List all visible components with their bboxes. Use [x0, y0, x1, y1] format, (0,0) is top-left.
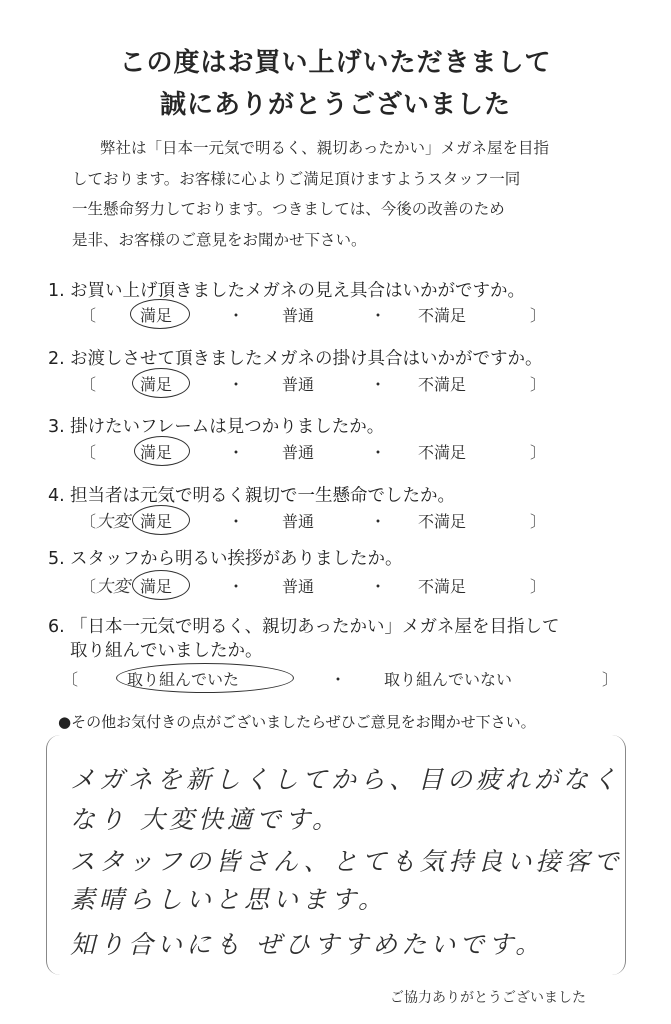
comment-line-2: なり 大変快適です。 — [70, 805, 341, 834]
selection-circle — [132, 505, 190, 535]
intro-paragraph — [72, 133, 632, 255]
selection-circle — [134, 436, 190, 466]
separator-dot: ・ — [228, 577, 245, 596]
option-satisfied[interactable]: 満足 — [140, 512, 173, 531]
title-line-1: この度はお買い上げいただきまして — [119, 48, 552, 78]
handwritten-prefix: 大変 — [96, 512, 130, 532]
question-number: 5. — [48, 549, 65, 569]
option-unsatisfied[interactable]: 不満足 — [418, 443, 467, 462]
options-row-3 — [0, 440, 671, 464]
bracket-close: 〕 — [530, 577, 547, 596]
question-2 — [48, 345, 543, 370]
question-6-line-2: 取り組んでいましたか。 — [70, 641, 263, 661]
option-normal[interactable]: 普通 — [282, 375, 315, 394]
bracket-open: 〔 — [80, 577, 97, 596]
option-unsatisfied[interactable]: 不満足 — [418, 577, 467, 596]
title-line-2: 誠にありがとうございました — [159, 90, 511, 120]
option-not-working[interactable]: 取り組んでいない — [384, 670, 513, 689]
option-working[interactable]: 取り組んでいた — [127, 670, 240, 689]
options-row-5 — [0, 574, 671, 598]
separator-dot: ・ — [370, 375, 387, 394]
separator-dot: ・ — [228, 306, 245, 325]
separator-dot: ・ — [228, 375, 245, 394]
question-number: 2. — [48, 349, 65, 369]
question-4 — [48, 482, 455, 507]
separator-dot: ・ — [330, 670, 347, 689]
question-5 — [48, 545, 403, 570]
bracket-close: 〕 — [530, 512, 547, 531]
comment-line-3: スタッフの皆さん、とても気持良い接客で — [70, 847, 623, 876]
selection-circle — [130, 299, 190, 329]
question-number: 6. — [48, 617, 65, 637]
footer-thanks: ご協力ありがとうございました — [390, 990, 586, 1006]
question-text-line-1: 「日本一元気で明るく、親切あったかい」メガネ屋を目指して — [70, 617, 560, 637]
bracket-close: 〕 — [602, 670, 619, 689]
question-1 — [48, 277, 525, 302]
bracket-close: 〕 — [530, 306, 547, 325]
question-text: お渡しさせて頂きましたメガネの掛け具合はいかがですか。 — [70, 349, 543, 369]
option-unsatisfied[interactable]: 不満足 — [418, 512, 467, 531]
option-satisfied[interactable]: 満足 — [140, 306, 173, 325]
option-normal[interactable]: 普通 — [282, 443, 315, 462]
separator-dot: ・ — [370, 306, 387, 325]
intro-line-2: しております。お客様に心よりご満足頂けますようスタッフ一同 — [72, 169, 521, 188]
bracket-open: 〔 — [80, 443, 97, 462]
options-row-2 — [0, 372, 671, 396]
options-row-6 — [0, 667, 671, 691]
intro-line-4: 是非、お客様のご意見をお聞かせ下さい。 — [72, 230, 367, 249]
option-satisfied[interactable]: 満足 — [140, 577, 173, 596]
separator-dot: ・ — [370, 512, 387, 531]
option-unsatisfied[interactable]: 不満足 — [418, 306, 467, 325]
comment-line-5: 知り合いにも ぜひすすめたいです。 — [70, 930, 545, 959]
separator-dot: ・ — [228, 512, 245, 531]
separator-dot: ・ — [228, 443, 245, 462]
separator-dot: ・ — [370, 577, 387, 596]
option-satisfied[interactable]: 満足 — [140, 443, 173, 462]
options-row-4 — [0, 509, 671, 533]
question-number: 3. — [48, 417, 65, 437]
bracket-close: 〕 — [530, 443, 547, 462]
question-text: 掛けたいフレームは見つかりましたか。 — [70, 417, 385, 437]
bracket-close: 〕 — [530, 375, 547, 394]
bracket-open: 〔 — [62, 670, 79, 689]
bracket-open: 〔 — [80, 306, 97, 325]
separator-dot: ・ — [370, 443, 387, 462]
bracket-open: 〔 — [80, 512, 97, 531]
option-normal[interactable]: 普通 — [282, 577, 315, 596]
comment-prompt: ●その他お気付きの点がございましたらぜひご意見をお聞かせ下さい。 — [58, 713, 536, 731]
question-number: 4. — [48, 486, 65, 506]
selection-circle — [132, 570, 190, 600]
option-unsatisfied[interactable]: 不満足 — [418, 375, 467, 394]
comment-line-4: 素晴らしいと思います。 — [70, 885, 388, 914]
option-normal[interactable]: 普通 — [282, 512, 315, 531]
comment-line-1: メガネを新しくしてから、目の疲れがなく — [70, 765, 622, 794]
bracket-open: 〔 — [80, 375, 97, 394]
question-text: 担当者は元気で明るく親切で一生懸命でしたか。 — [70, 486, 455, 506]
intro-line-1: 弊社は「日本一元気で明るく、親切あったかい」メガネ屋を目指 — [100, 139, 550, 157]
options-row-1 — [0, 303, 671, 327]
option-normal[interactable]: 普通 — [282, 306, 315, 325]
option-satisfied[interactable]: 満足 — [140, 375, 173, 394]
handwritten-prefix: 大変 — [96, 577, 130, 597]
selection-circle — [132, 368, 190, 398]
selection-circle — [116, 663, 294, 693]
intro-line-3: 一生懸命努力しております。つきましては、今後の改善のため — [72, 200, 505, 218]
question-6 — [48, 613, 559, 638]
question-text: スタッフから明るい挨拶がありましたか。 — [70, 549, 403, 569]
question-3 — [48, 413, 384, 438]
question-number: 1. — [48, 281, 65, 301]
question-text: お買い上げ頂きましたメガネの見え具合はいかがですか。 — [70, 281, 525, 301]
